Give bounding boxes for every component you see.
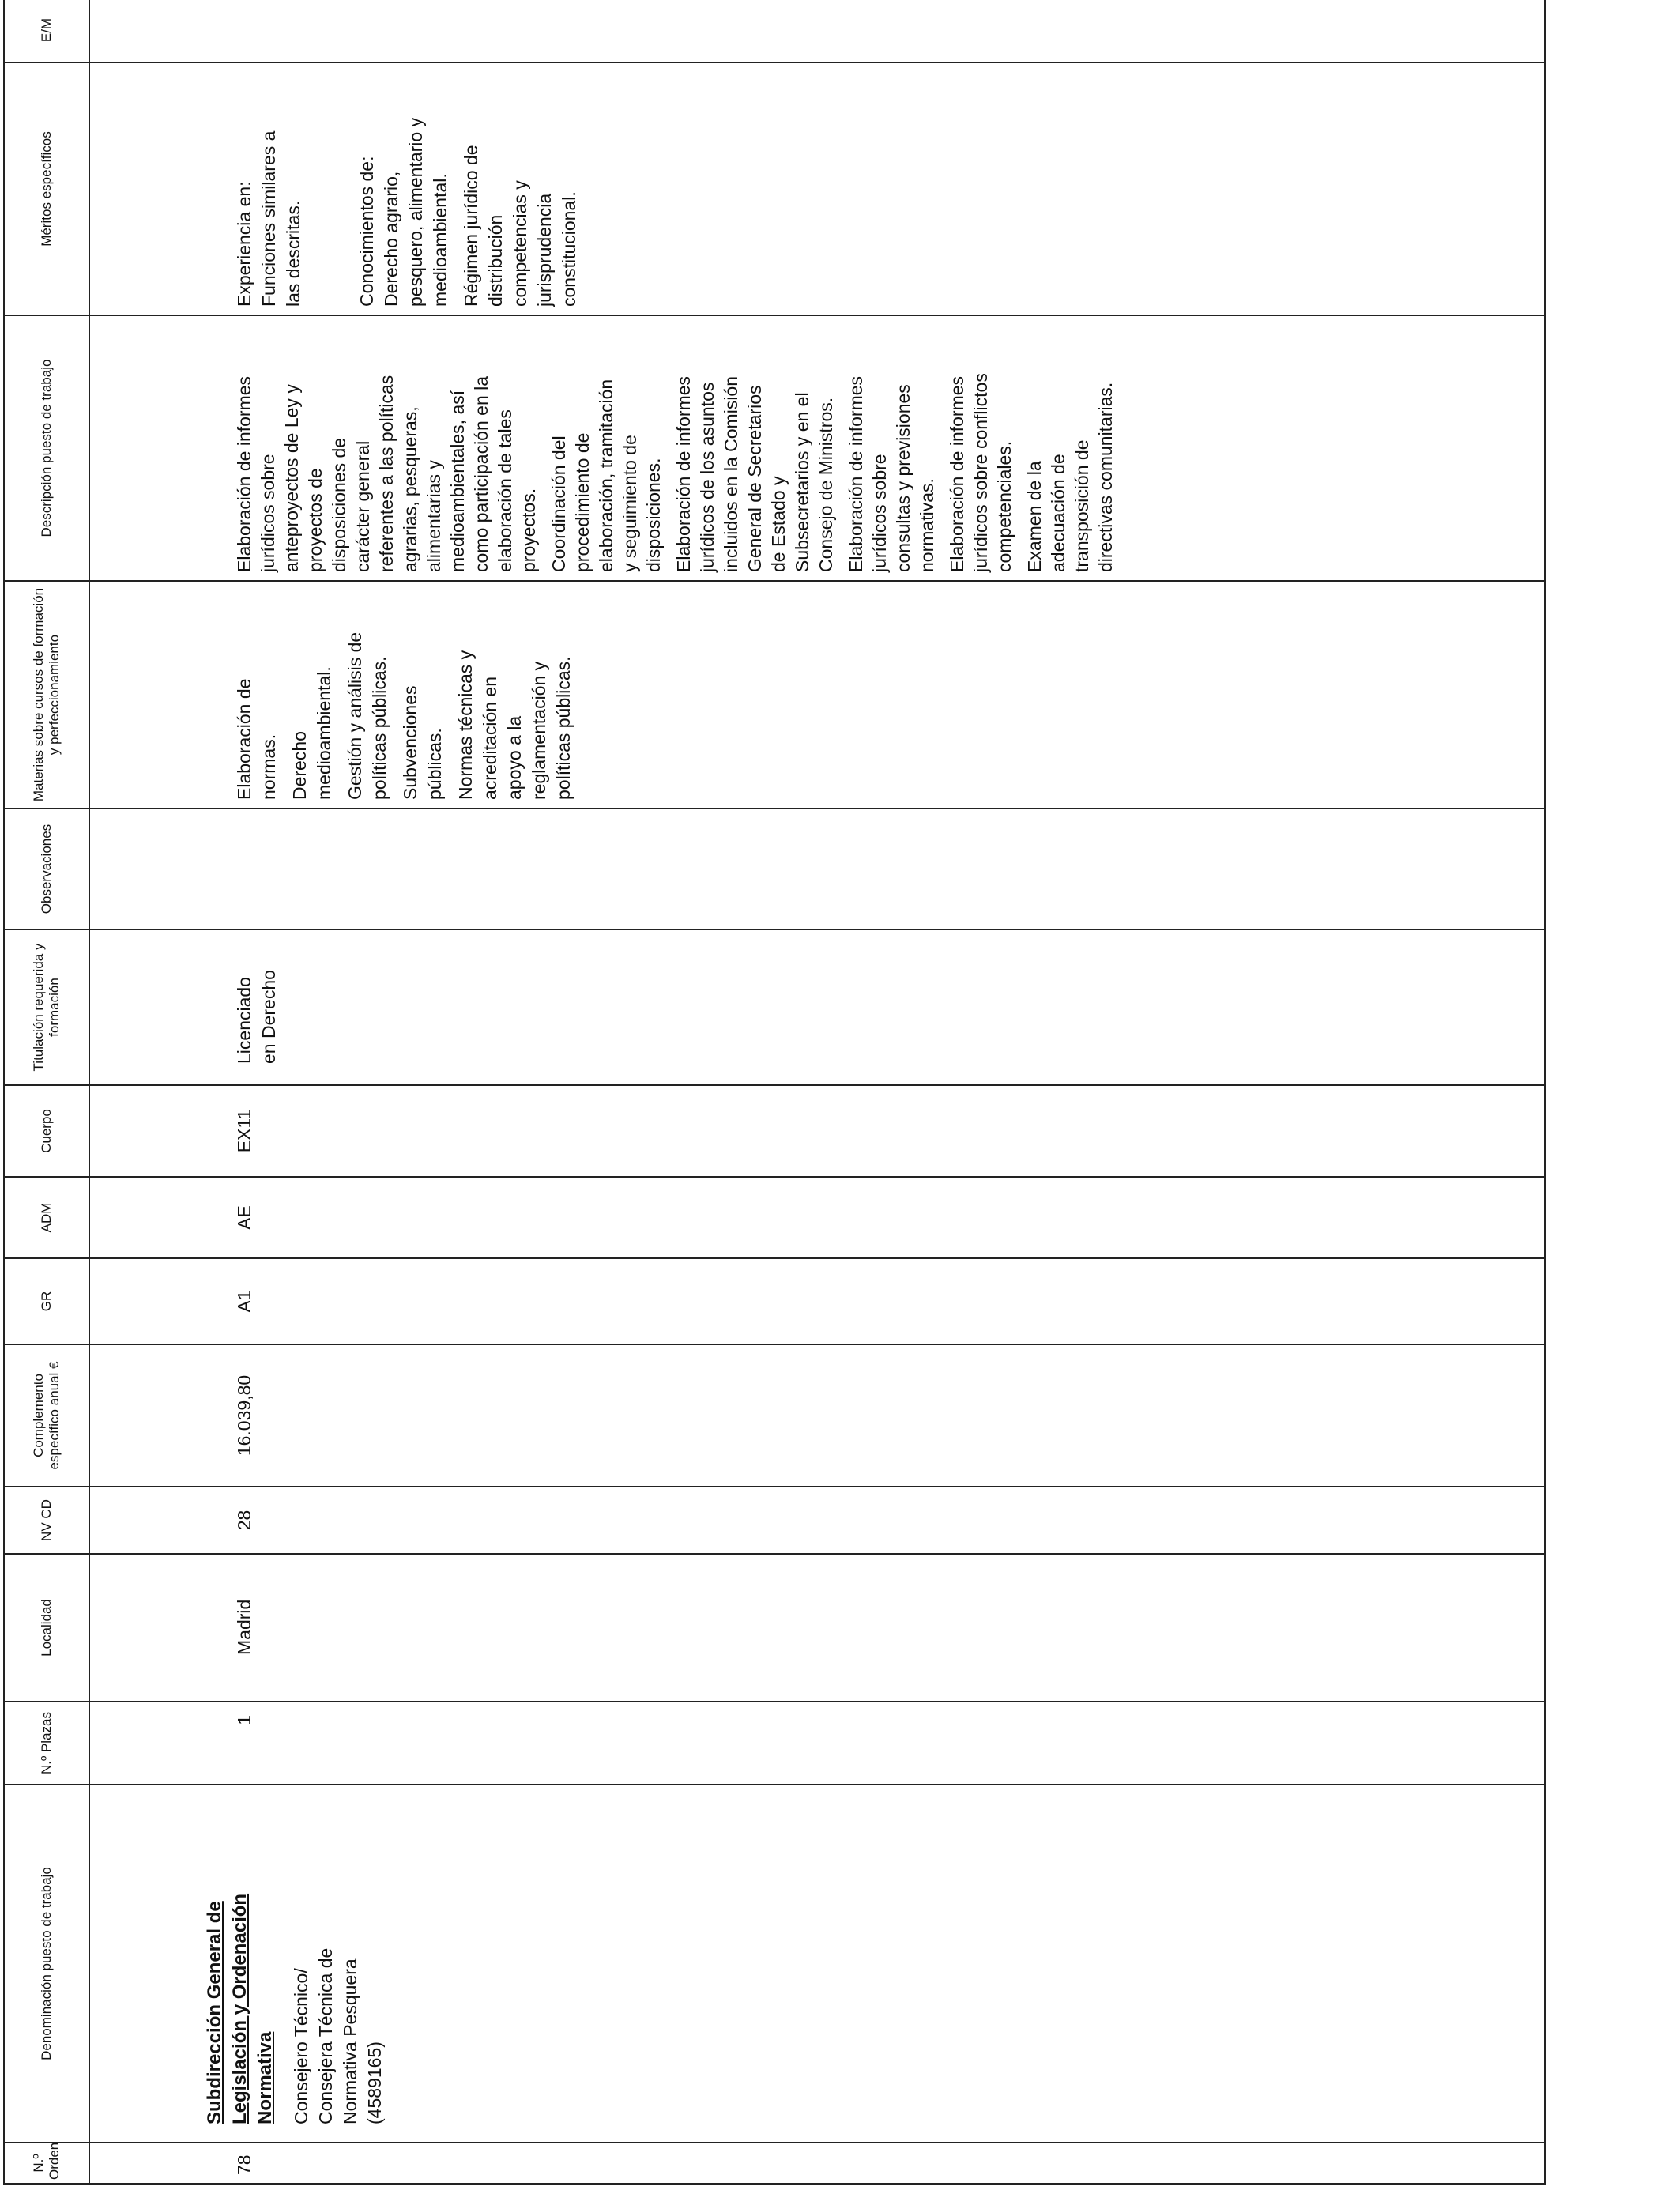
descripcion-line: de Estado y (768, 476, 789, 572)
descripcion-line: proyectos de (305, 468, 326, 572)
merito-line: pesquero, alimentario y (405, 117, 426, 307)
titulacion-value (90, 930, 281, 1084)
materia-line: normas. (258, 733, 279, 800)
adm-value: AE (234, 1205, 254, 1230)
materia-line: reglamentación y (529, 661, 549, 800)
descripcion-line: elaboración, tramitación (596, 379, 616, 572)
complemento-value: 16.039,80 (234, 1374, 254, 1457)
cell-complemento (89, 1344, 1545, 1487)
job-title-line: Consejero Técnico/ (291, 1968, 311, 2124)
merito-line: constitucional. (559, 191, 579, 307)
orden-value: 78 (234, 2154, 254, 2175)
header-adm: ADM (4, 1177, 89, 1258)
materia-item (288, 590, 337, 800)
materia-line: Derecho (289, 731, 310, 800)
merito-line: medioambiental. (430, 173, 450, 307)
header-denominacion: Denominación puesto de trabajo (4, 1785, 89, 2143)
descripcion-line: Elaboración de informes (947, 375, 967, 572)
descripcion-line: Consejo de Ministros. (816, 397, 836, 572)
descripcion-line: procedimiento de (572, 432, 593, 572)
plazas-value: 1 (234, 1715, 254, 1725)
descripcion-line: jurídicos sobre (258, 454, 278, 572)
header-complemento: Complemento específico anual € (4, 1344, 89, 1487)
header-row (4, 0, 89, 2184)
descripcion-line: jurídicos de los asuntos (697, 382, 718, 572)
materia-line: políticas públicas. (369, 656, 390, 800)
header-orden: N.º Orden (4, 2143, 89, 2184)
descripcion-item (672, 324, 838, 572)
materia-line: Elaboración de (234, 678, 254, 800)
cuerpo-value: EX11 (234, 1109, 254, 1153)
cell-orden (89, 2143, 1545, 2184)
descripcion-line: elaboración de tales (495, 409, 515, 572)
section-title (90, 1785, 278, 2142)
materia-line: Subvenciones (400, 685, 420, 800)
job-title-line: Normativa Pesquera (340, 1958, 360, 2124)
descripcion-line: Subsecretarios y en el (792, 392, 812, 572)
meritos-content (90, 63, 582, 315)
spacer (306, 71, 355, 307)
descripcion-line: directivas comunitarias. (1095, 382, 1116, 572)
section-title-line: Normativa (254, 2031, 276, 2124)
descripcion-line: y seguimiento de (620, 435, 640, 572)
descripcion-line: jurídicos sobre conflictos (970, 373, 991, 572)
merito-line: jurisprudencia (534, 193, 555, 307)
observaciones-value (90, 809, 120, 929)
materia-line: acreditación en (480, 677, 500, 800)
cell-observaciones (89, 809, 1545, 929)
header-cuerpo: Cuerpo (4, 1085, 89, 1177)
descripcion-line: transposición de (1072, 439, 1092, 572)
cell-em (89, 0, 1545, 62)
grupo-value: A1 (234, 1290, 254, 1313)
descripcion-item (1023, 324, 1117, 572)
descripcion-line: medioambientales, así (447, 390, 468, 572)
descripcion-line: anteproyectos de Ley y (281, 384, 302, 572)
materia-line: Gestión y análisis de (345, 631, 365, 800)
materia-item (232, 590, 281, 800)
section-title-line: Legislación y Ordenación (229, 1893, 250, 2124)
header-materias: Materias sobre cursos de formación y perfeccionamiento (4, 581, 89, 809)
descripcion-line: adecuación de (1048, 454, 1068, 572)
merito-line: competencias y (510, 180, 530, 307)
merito-item (459, 71, 582, 307)
descripcion-line: disposiciones. (643, 458, 664, 572)
descripcion-list (90, 316, 1117, 580)
descripcion-line: proyectos. (518, 488, 539, 572)
descripcion-line: Elaboración de informes (234, 375, 254, 572)
descripcion-line: jurídicos sobre (869, 454, 890, 572)
materia-line: políticas públicas. (553, 656, 574, 800)
descripcion-line: Elaboración de informes (673, 375, 694, 572)
cell-descripcion (89, 315, 1545, 581)
job-positions-table (3, 0, 1546, 2185)
materia-line: apoyo a la (504, 715, 525, 800)
cell-adm (89, 1177, 1545, 1258)
descripcion-item (945, 324, 1016, 572)
descripcion-line: como participación en la (471, 375, 492, 572)
descripcion-line: carácter general (352, 440, 373, 572)
header-observaciones: Observaciones (4, 809, 89, 929)
section-title-line: Subdirección General de (204, 1901, 225, 2124)
cell-plazas (89, 1702, 1545, 1785)
em-value (90, 0, 120, 62)
header-grupo: GR (4, 1258, 89, 1344)
cell-grupo (89, 1258, 1545, 1344)
descripcion-line: alimentarias y (424, 460, 444, 572)
merito-item (379, 71, 453, 307)
conocimientos-label: Conocimientos de: (356, 156, 377, 307)
materia-item (454, 590, 576, 800)
cell-materias (89, 581, 1545, 809)
titulacion-line: en Derecho (258, 970, 279, 1064)
descripcion-item (844, 324, 939, 572)
merito-line: Régimen jurídico de (461, 145, 481, 307)
header-plazas: N.º Plazas (4, 1702, 89, 1785)
descripcion-line: consultas y previsiones (893, 384, 913, 572)
materia-item (343, 590, 392, 800)
cell-localidad (89, 1554, 1545, 1702)
cell-titulacion (89, 929, 1545, 1085)
descripcion-line: agrarias, pesqueras, (400, 406, 420, 572)
cell-meritos (89, 62, 1545, 315)
descripcion-line: Coordinación del (548, 435, 569, 572)
descripcion-line: disposiciones de (329, 437, 349, 572)
descripcion-item (232, 324, 541, 572)
job-title (278, 1785, 387, 2142)
titulacion-line: Licenciado (234, 977, 254, 1064)
descripcion-line: competenciales. (994, 440, 1015, 572)
materia-line: medioambiental. (314, 666, 334, 800)
localidad-value: Madrid (234, 1599, 254, 1655)
nivel-value: 28 (234, 1510, 254, 1531)
header-meritos: Méritos específicos (4, 62, 89, 315)
materia-item (398, 590, 447, 800)
cell-denominacion (89, 1785, 1545, 2143)
job-title-line: (4589165) (364, 2041, 385, 2124)
header-localidad: Localidad (4, 1554, 89, 1702)
descripcion-line: Examen de la (1024, 461, 1045, 572)
merito-line: distribución (485, 214, 506, 307)
header-em: E/M (4, 0, 89, 62)
header-nivel: NV CD (4, 1487, 89, 1554)
descripcion-line: Elaboración de informes (846, 375, 866, 572)
merito-line: Derecho agrario, (381, 171, 401, 307)
descripcion-line: General de Secretarios (744, 385, 765, 572)
descripcion-line: normativas. (917, 478, 937, 572)
header-titulacion: Titulación requerida y formación (4, 929, 89, 1085)
materia-line: Normas técnicas y (455, 650, 476, 800)
descripcion-line: referentes a las políticas (376, 375, 397, 572)
descripcion-line: incluidos en la Comisión (721, 375, 741, 572)
merito-line: Funciones similares a (258, 130, 279, 307)
merito-line: las descritas. (283, 200, 303, 307)
cell-cuerpo (89, 1085, 1545, 1177)
header-descripcion: Descripción puesto de trabajo (4, 315, 89, 581)
cell-nivel (89, 1487, 1545, 1554)
job-title-line: Consejera Técnica de (315, 1947, 336, 2124)
descripcion-item (547, 324, 665, 572)
materia-line: públicas. (424, 728, 445, 800)
table-row (89, 0, 1545, 2184)
experiencia-label: Experiencia en: (234, 181, 254, 307)
materias-list (90, 582, 576, 808)
